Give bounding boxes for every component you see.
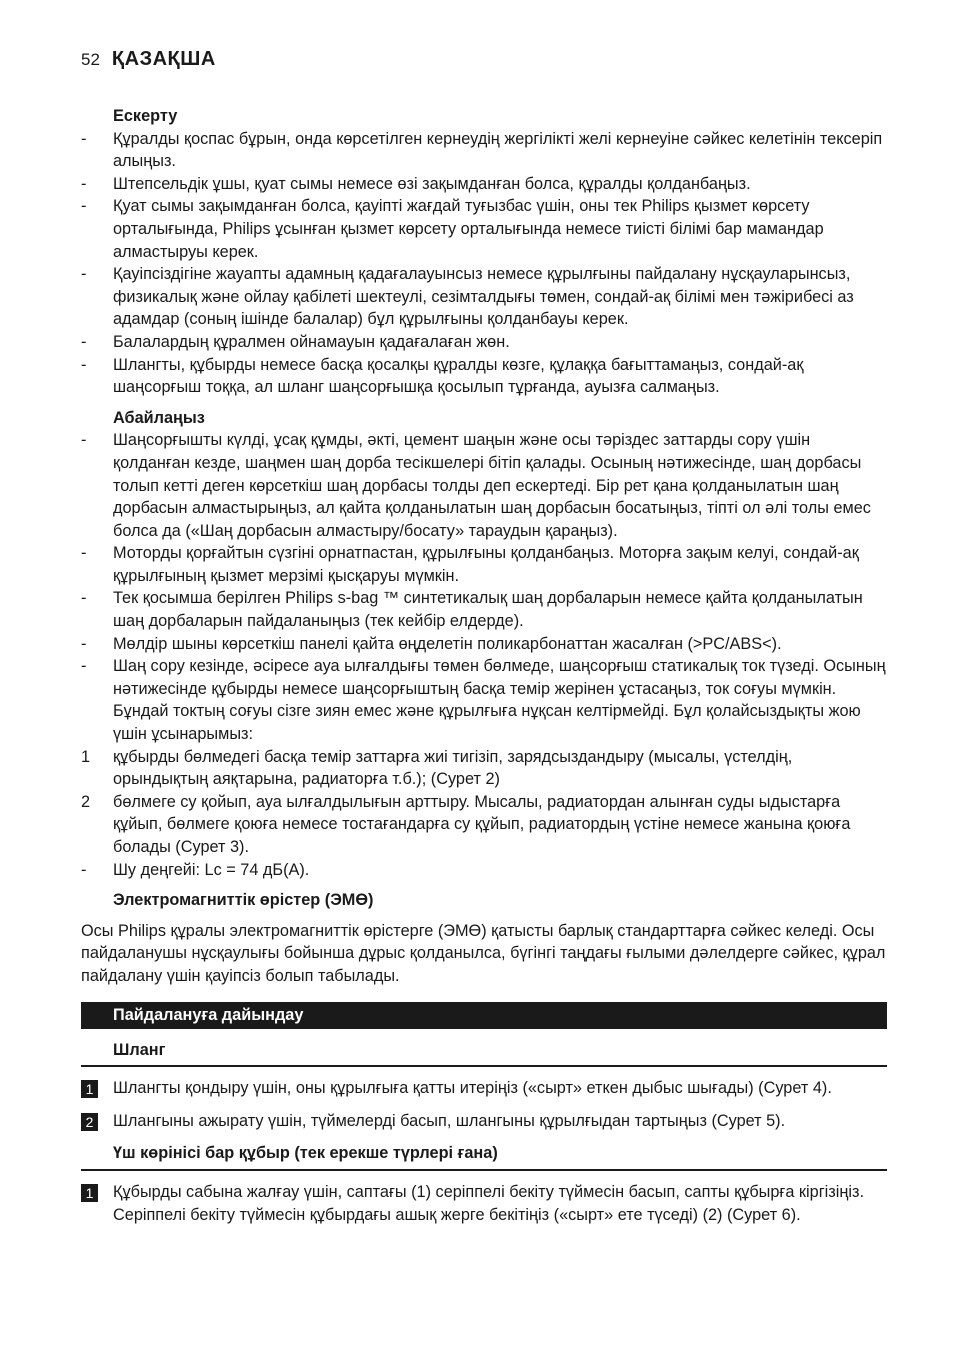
list-item: - Шлангты, құбырды немесе басқа қосалқы құралды көзге, құлаққа бағыттамаңыз, сондай-ақ шаңсорғыш тоққа, ал шланг шаңсорғышқа қосылып тұрғанда, ауызға салмаңыз. (81, 355, 804, 397)
step-item: 2 Шлангыны ажырату үшін, түймелерді басып, шлангыны құрылғыдан тартыңыз (Сурет 5). (81, 1110, 887, 1133)
list-item: - Шаң сору кезінде, әсіресе ауа ылғалдығы төмен бөлмеде, шаңсорғыш статикалық ток түзеді. Осының нәтижесінде құбырды немесе шаңсорғыштың басқа темір жерінен ұстасаңыз, ток соғуы мүмкін. Бұндай токтың соғуы сізге зиян емес және құрылғыға нұқсан келтірмейді. Бұл қолайсыздықты жою үшін ұсынарымыз: (81, 657, 886, 744)
list-item: - Құралды қоспас бұрын, онда көрсетілген кернеудің жергілікті желі кернеуіне сәйкес келетінін тексеріп алыңыз. (81, 129, 883, 171)
step-number-badge: 1 (81, 1184, 98, 1202)
list-item: - Қауіпсіздігіне жауапты адамның қадағалауынсыз немесе құрылғыны пайдалану нұсқауларынсыз, физикалық және ойлау қабілеті шектеулі, сезімталдығы төмен, сондай-ақ білімі мен тәжірибесі аз адамдар (соның ішінде балалар) бұл құрылғыны қолданбауы керек. (81, 265, 854, 329)
static-remedy-list (81, 746, 887, 859)
step-number-badge: 1 (81, 1080, 98, 1098)
step-number-badge: 2 (81, 1113, 98, 1131)
tube-heading: Үш көрінісі бар құбыр (тек ерекше түрлері ғана) (113, 1144, 498, 1163)
list-item: - Шаңсорғышты күлді, ұсақ құмды, әкті, цемент шаңын және осы тәріздес заттарды сору үшін қолданған кезде, шаңмен шаң дорба тесікшелері бітіп қалады. Осының нәтижесінде, шаң дорбасы толып кетті деген көрсеткіш шаң дорбасы толды деп ескертеді. Бір рет қана қолданылатын шаң дорбасын алмастырыңыз, ал қайта қолданылатын шаң дорбасын босатыңыз, тіпті ол әлі толы емес болса да («Шаң дорбасын алмастыру/босату» тараудын қараңыз). (81, 431, 871, 540)
page-content (81, 105, 887, 1226)
noise-list (81, 859, 887, 882)
warning-list (81, 128, 887, 399)
emf-heading: Электромагниттік өрістер (ЭМӨ) (113, 891, 374, 910)
numbered-item: 2 бөлмеге су қойып, ауа ылғалдылығын арттыру. Мысалы, радиатордан алынған суды ыдыстарға құйып, бөлмеге қоюға немесе тостағандарға су құйып, радиатордың үстіне немесе жанына қоюға болады (Сурет 3). (81, 792, 851, 856)
caution-heading: Абайлаңыз (113, 408, 205, 427)
list-item: - Моторды қорғайтын сүзгіні орнатпастан, құрылғыны қолданбаңыз. Моторға зақым келуі, сондай-ақ құрылғының қызмет мерзімі қысқаруы мүмкін. (81, 544, 859, 585)
page-language-title: ҚАЗАҚША (111, 48, 216, 70)
hose-heading: Шланг (113, 1040, 166, 1059)
page-header (81, 48, 216, 74)
divider (81, 1065, 887, 1067)
divider (81, 1169, 887, 1171)
list-item: - Штепсельдік ұшы, қуат сымы немесе өзі зақымданған болса, құралды қолданбаңыз. (81, 174, 751, 193)
section-heading-preparation: Пайдалануға дайындау (81, 1002, 887, 1029)
step-item: 1 Құбырды сабына жалғау үшін, саптағы (1) серіппелі бекіту түймесін басып, сапты құбырға кіргізіңіз. Серіппелі бекіту түймесін құбырдағы ашық жерге бекітіңіз («сырт» ете түседі) (2) (Сурет 6). (81, 1181, 887, 1226)
list-item: - Мөлдір шыны көрсеткіш панелі қайта өңделетін поликарбонаттан жасалған (>PC/ABS<). (81, 634, 782, 653)
list-item: - Тек қосымша берілген Philips s-bag ™ синтетикалық шаң дорбаларын немесе қайта қолданылатын шаң дорбаларын пайдаланыңыз (тек кейбір елдерде). (81, 589, 863, 631)
emf-paragraph: Осы Philips құралы электромагниттік өрістерге (ЭМӨ) қатысты барлық стандарттарға сәйкес келеді. Осы пайдаланушы нұсқаулығы бойынша дұрыс қолданылса, бүгінгі таңдағы ғылыми дәлелдерге сәйкес, құрал пайдалану үшін қауіпсіз болып табылады. (81, 921, 886, 985)
page-number: 52 (81, 50, 100, 69)
warning-heading: Ескерту (113, 107, 178, 125)
list-item: - Қуат сымы зақымданған болса, қауіпті жағдай туғызбас үшін, оны тек Philips қызмет көрсету орталығында, Philips ұсынған қызмет көрсету орталығында немесе тиісті білімі бар мамандар алмастыруы керек. (81, 197, 824, 261)
numbered-item: 1 құбырды бөлмедегі басқа темір заттарға жиі тигізіп, зарядсыздандыру (мысалы, үстелдің, орындықтың аяқтарына, радиаторға т.б.); (Сурет 2) (81, 747, 793, 789)
list-item: - Шу деңгейі: Lc = 74 дБ(A). (81, 860, 310, 879)
list-item: - Балалардың құралмен ойнамауын қадағалаған жөн. (81, 332, 510, 351)
step-item: 1 Шлангты қондыру үшін, оны құрылғыға қатты итеріңіз («сырт» еткен дыбыс шығады) (Сурет 4). (81, 1077, 887, 1100)
caution-list (81, 429, 887, 745)
